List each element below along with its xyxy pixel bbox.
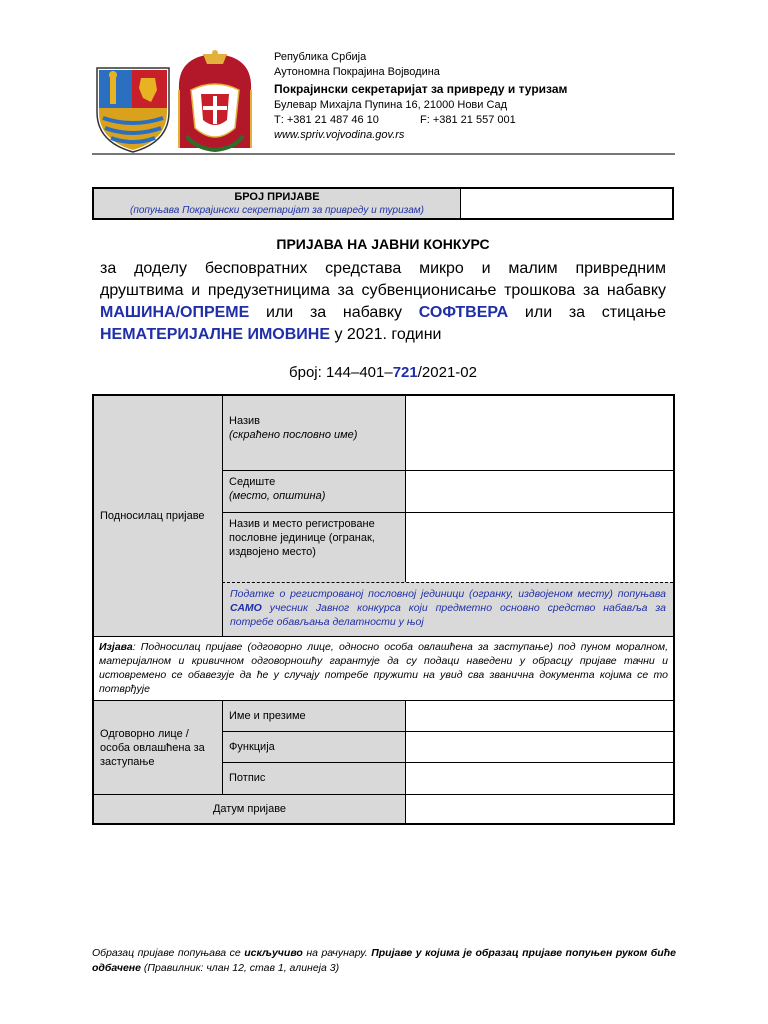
application-date-label: Датум пријаве bbox=[94, 794, 405, 823]
competition-number-highlight: 721 bbox=[392, 364, 418, 381]
address: Булевар Михајла Пупина 16, 21000 Нови Сад bbox=[274, 99, 508, 111]
phone-number: Т: +381 21 487 46 10 bbox=[274, 114, 379, 126]
responsible-section-label: Одговорно лице / особа овлашћена за заступање bbox=[94, 700, 222, 794]
application-date-input[interactable] bbox=[405, 794, 673, 823]
vojvodina-coat-of-arms-icon bbox=[97, 68, 169, 152]
rule-reference: (Правилник: члан 12, став 1, алинеја 3) bbox=[143, 962, 340, 974]
seat-label-cell bbox=[222, 470, 405, 512]
signature-input[interactable] bbox=[405, 762, 673, 794]
name-label-cell bbox=[222, 396, 405, 470]
header-block bbox=[274, 50, 674, 143]
seat-hint: (место, општина) bbox=[229, 490, 326, 502]
applicant-section-label: Подносилац пријаве bbox=[94, 396, 222, 636]
description-line-4: НЕМАТЕРИЈАЛНЕ ИМОВИНЕ у 2021. години bbox=[100, 326, 442, 343]
contact-row bbox=[274, 113, 674, 128]
statement-text: : Подносилац пријаве (одговорно лице, односно особа овлашћена за заступање) под пуном моралном, материјалном и кривичном одговорношћу гарантује да су подаци наведени у обрасцу пријаве тачни и истовремено се обавезује да ће у случају потребе пружити на увид сва званична документа којима се то потврђује bbox=[99, 641, 668, 695]
business-unit-input[interactable] bbox=[405, 512, 673, 582]
function-label: Функција bbox=[222, 731, 405, 762]
country-name: Република Србија bbox=[274, 51, 367, 63]
description-line-3: МАШИНА/ОПРЕМЕ или за набавку СОФТВЕРА или за стицање bbox=[100, 304, 667, 321]
statement-box bbox=[94, 636, 673, 700]
fax-number: F: +381 21 557 001 bbox=[420, 114, 516, 126]
statement-label: Изјава bbox=[99, 641, 133, 653]
description-line-1: за доделу бесповратних средстава микро и малим привредним bbox=[100, 260, 666, 277]
application-form-table bbox=[92, 394, 675, 825]
exclusive-emphasis: искључиво bbox=[244, 947, 303, 959]
name-input[interactable] bbox=[405, 396, 673, 470]
name-label: Назив bbox=[229, 415, 260, 427]
machines-text: МАШИНА/ОПРЕМЕ bbox=[100, 304, 250, 321]
name-hint: (скраћено пословно име) bbox=[229, 429, 358, 441]
business-unit-label-cell bbox=[222, 512, 405, 582]
seat-label: Седиште bbox=[229, 476, 276, 488]
province-name: Аутономна Покрајина Војводина bbox=[274, 66, 440, 78]
competition-description bbox=[100, 258, 666, 346]
software-text: СОФТВЕРА bbox=[418, 304, 509, 321]
serbia-coat-of-arms-icon bbox=[179, 50, 251, 150]
header-divider bbox=[92, 153, 675, 155]
seat-input[interactable] bbox=[405, 470, 673, 512]
intangible-assets-text: НЕМАТЕРИЈАЛНЕ ИМОВИНЕ bbox=[100, 326, 331, 343]
footer-note: Образац пријаве попуњава се искључиво на рачунару. Пријаве у којима је образац пријаве попуњен руком биће одбачене (Правилник: члан 12, став 1, алинеја 3) bbox=[92, 947, 676, 974]
application-number-sublabel: (попуњава Покрајински секретаријат за привреду и туризам) bbox=[130, 205, 424, 216]
full-name-label: Име и презиме bbox=[222, 700, 405, 731]
competition-number: број: 144–401–721/2021-02 bbox=[289, 364, 477, 381]
business-unit-label: Назив и место регистроване пословне јединице (огранак, издвојено место) bbox=[229, 518, 375, 558]
description-line-2: друштвима и предузетницима за субвенционисање трошкова за набавку bbox=[100, 282, 666, 299]
business-unit-note: Податке о регистрованој пословној јединици (огранку, издвојеном месту) попуњава САМО учесник Јавног конкурса који предметно основно средство набавља за потребе обављања делатности у њој bbox=[222, 582, 673, 636]
page-title: ПРИЈАВА НА ЈАВНИ КОНКУРС bbox=[276, 236, 490, 252]
coat-of-arms-logos bbox=[95, 50, 255, 155]
application-number-label: БРОЈ ПРИЈАВЕ bbox=[234, 191, 320, 203]
rejection-warning: Пријаве у којима је образац пријаве попуњен руком биће одбачене bbox=[92, 947, 676, 974]
function-input[interactable] bbox=[405, 731, 673, 762]
website-link[interactable]: www.spriv.vojvodina.gov.rs bbox=[274, 129, 405, 141]
only-emphasis: САМО bbox=[230, 602, 262, 614]
secretariat-name: Покрајински секретаријат за привреду и туризам bbox=[274, 82, 568, 96]
application-number-label-cell bbox=[94, 189, 461, 218]
full-name-input[interactable] bbox=[405, 700, 673, 731]
application-number-box bbox=[92, 187, 674, 220]
signature-label: Потпис bbox=[222, 762, 405, 794]
application-number-field[interactable] bbox=[461, 189, 672, 218]
